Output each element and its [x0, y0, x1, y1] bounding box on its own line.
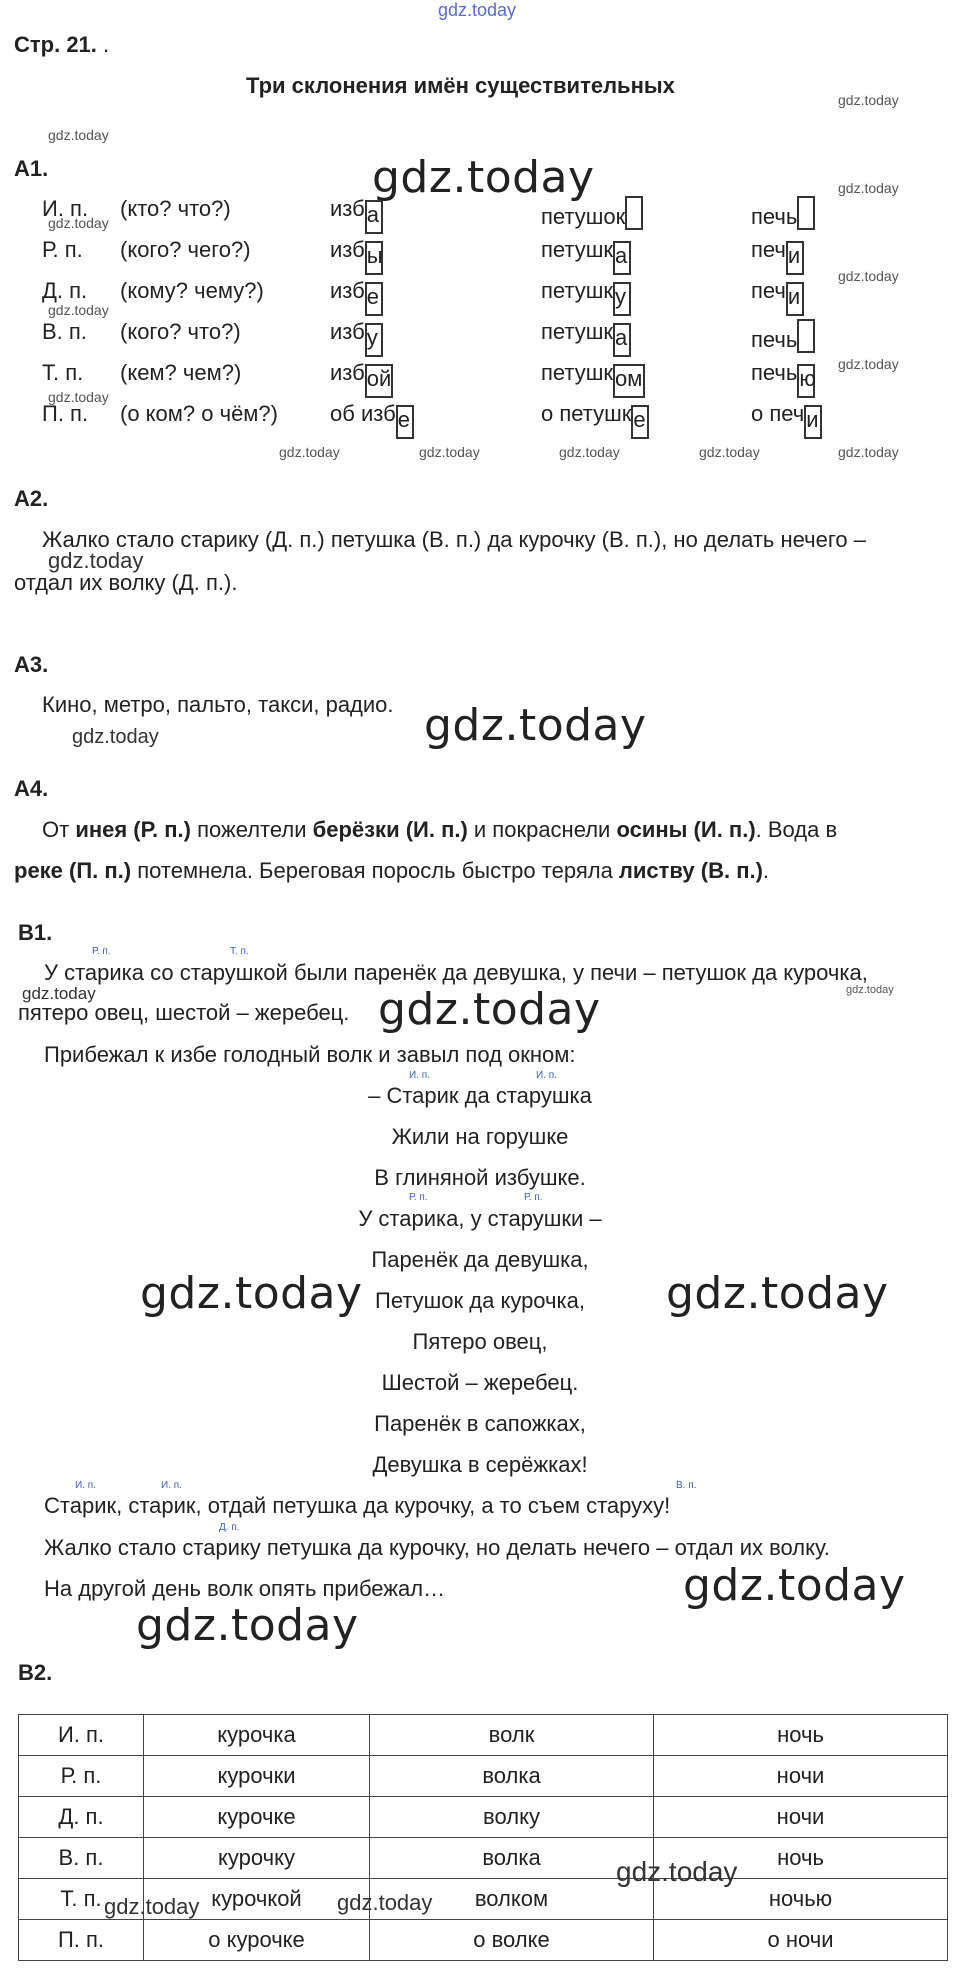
poem-line: Пятеро овец,	[412, 1329, 548, 1354]
watermark: gdz.today	[699, 444, 760, 460]
page-number	[14, 32, 109, 58]
b2-table	[18, 1714, 948, 1961]
table-cell: Т. п.	[19, 1879, 144, 1920]
page-title: Три склонения имён существительных	[246, 73, 675, 98]
ending-box: е	[396, 405, 414, 439]
watermark: gdz.today	[838, 356, 899, 372]
watermark: gdz.today	[424, 700, 647, 751]
b1-line-6: На другой день волк опять прибежал…	[44, 1576, 446, 1601]
table-cell: о курочке	[144, 1920, 370, 1961]
ending-box	[625, 196, 643, 230]
a1-case: Т. п.	[42, 360, 84, 385]
ending-box: ю	[797, 364, 815, 398]
a1-word-1: избу	[330, 319, 383, 357]
a1-word-1: избой	[330, 360, 393, 398]
a1-question: (о ком? о чём?)	[120, 401, 278, 426]
a3-text: Кино, метро, пальто, такси, радио.	[42, 692, 394, 717]
b1-line-5: Жалко стало старику петушка да курочку, но делать нечего – отдал их волку.	[44, 1535, 830, 1560]
poem-line: Паренёк да девушка,	[371, 1247, 589, 1272]
ending-box	[797, 196, 815, 230]
table-cell: волка	[370, 1838, 654, 1879]
a4-bold: осины (И. п.)	[616, 817, 756, 842]
a1-word-3: печь	[751, 196, 815, 230]
table-row	[19, 1920, 948, 1961]
poem-line: – Старик да старушка	[368, 1083, 592, 1108]
poem-line: Паренёк в сапожках,	[374, 1411, 586, 1436]
table-cell: ночь	[654, 1715, 948, 1756]
a1-word-3: о печи	[751, 401, 822, 439]
ending-box: у	[365, 323, 383, 357]
a1-case: Д. п.	[42, 278, 88, 303]
ending-box: и	[786, 241, 804, 275]
a4-line-1	[42, 817, 837, 843]
a1-case: П. п.	[42, 401, 89, 426]
watermark: gdz.today	[48, 548, 144, 573]
a1-label: А1.	[14, 156, 49, 181]
a1-question: (кем? чем?)	[120, 360, 242, 385]
watermark: gdz.today	[838, 92, 899, 108]
watermark: gdz.today	[838, 268, 899, 284]
table-row	[19, 1797, 948, 1838]
a1-word-3: печь	[751, 319, 815, 353]
ending-box: ой	[365, 364, 393, 398]
watermark: gdz.today	[48, 127, 109, 143]
ending-box: ом	[613, 364, 645, 398]
a1-word-2: петушку	[541, 278, 631, 316]
ending-box: и	[804, 405, 822, 439]
table-cell: курочке	[144, 1797, 370, 1838]
a4-bold: инея (Р. п.)	[75, 817, 191, 842]
ending-box: у	[613, 282, 631, 316]
table-cell: ночи	[654, 1797, 948, 1838]
a4-text: потемнела. Береговая поросль быстро теряла	[131, 858, 619, 883]
table-cell: курочкой	[144, 1879, 370, 1920]
a4-label: А4.	[14, 776, 49, 801]
a1-word-1: изба	[330, 196, 383, 234]
a1-word-2: петушок	[541, 196, 643, 230]
a1-word-2: о петушке	[541, 401, 649, 439]
a4-text: .	[762, 858, 770, 883]
table-cell: о волке	[370, 1920, 654, 1961]
a1-case: И. п.	[42, 196, 89, 221]
b1-line-2: пятеро овец, шестой – жеребец.	[18, 1000, 350, 1025]
a1-word-3: печью	[751, 360, 815, 398]
a1-word-1: избы	[330, 237, 383, 275]
watermark-top: gdz.today	[438, 0, 517, 20]
a1-question: (кого? чего?)	[120, 237, 251, 262]
watermark: gdz.today	[616, 1856, 738, 1887]
watermark: gdz.today	[48, 389, 109, 405]
watermark: gdz.today	[419, 444, 480, 460]
poem-line: Петушок да курочка,	[375, 1288, 585, 1313]
case-tag: В. п.	[676, 1480, 697, 1491]
watermark: gdz.today	[140, 1268, 363, 1319]
a1-case: Р. п.	[42, 237, 83, 262]
table-cell: ночи	[654, 1756, 948, 1797]
a2-line-1: Жалко стало старику (Д. п.) петушка (В. п.) да курочку (В. п.), но делать нечего –	[42, 527, 866, 552]
table-row	[19, 1756, 948, 1797]
watermark: gdz.today	[838, 444, 899, 460]
a2-line-2: отдал их волку (Д. п.).	[14, 570, 238, 595]
ending-box	[797, 319, 815, 353]
page-dot: .	[103, 32, 110, 57]
a4-bold: реке (П. п.)	[14, 858, 132, 883]
a2-label: А2.	[14, 486, 49, 511]
ending-box: и	[786, 282, 804, 316]
ending-box: е	[631, 405, 649, 439]
watermark: gdz.today	[72, 726, 159, 748]
watermark: gdz.today	[337, 1890, 433, 1915]
table-cell: Д. п.	[19, 1797, 144, 1838]
case-tag: Т. п.	[230, 946, 249, 957]
watermark: gdz.today	[666, 1268, 889, 1319]
table-cell: волка	[370, 1756, 654, 1797]
case-tag: И. п.	[536, 1070, 557, 1081]
a1-word-2: петушка	[541, 319, 631, 357]
table-cell: В. п.	[19, 1838, 144, 1879]
table-cell: ночь	[654, 1838, 948, 1879]
watermark: gdz.today	[48, 215, 109, 231]
b1-line-4: Старик, старик, отдай петушка да курочку, а то съем старуху!	[44, 1493, 671, 1518]
poem-line: В глиняной избушке.	[374, 1165, 586, 1190]
poem-line: Девушка в серёжках!	[372, 1452, 588, 1477]
watermark: gdz.today	[48, 302, 109, 318]
a1-question: (кому? чему?)	[120, 278, 264, 303]
a1-question: (кто? что?)	[120, 196, 231, 221]
b1-label: В1.	[18, 920, 53, 945]
watermark: gdz.today	[104, 1894, 200, 1919]
table-cell: волком	[370, 1879, 654, 1920]
a1-word-2: петушком	[541, 360, 645, 398]
a4-bold: берёзки (И. п.)	[312, 817, 468, 842]
watermark: gdz.today	[136, 1600, 359, 1651]
a4-bold: листву (В. п.)	[618, 858, 763, 883]
ending-box: е	[365, 282, 383, 316]
poem-line: У старика, у старушки –	[358, 1206, 602, 1231]
a1-word-3: печи	[751, 278, 804, 316]
table-cell: о ночи	[654, 1920, 948, 1961]
case-tag: Д. п.	[219, 1522, 240, 1533]
watermark: gdz.today	[22, 984, 96, 1003]
watermark: gdz.today	[838, 180, 899, 196]
a4-line-2	[14, 858, 769, 884]
poem-line: Шестой – жеребец.	[381, 1370, 579, 1395]
watermark: gdz.today	[378, 984, 601, 1035]
table-cell: ночью	[654, 1879, 948, 1920]
a1-word-2: петушка	[541, 237, 631, 275]
table-cell: И. п.	[19, 1715, 144, 1756]
case-tag: Р. п.	[524, 1192, 543, 1203]
ending-box: а	[613, 323, 631, 357]
case-tag: И. п.	[75, 1480, 96, 1491]
case-tag: Р. п.	[409, 1192, 428, 1203]
table-row	[19, 1715, 948, 1756]
watermark: gdz.today	[279, 444, 340, 460]
a4-text: пожелтели	[190, 817, 313, 842]
watermark: gdz.today	[846, 984, 894, 996]
table-cell: волку	[370, 1797, 654, 1838]
a4-text: . Вода в	[755, 817, 838, 842]
case-tag: И. п.	[161, 1480, 182, 1491]
page-number-text: Стр. 21.	[14, 32, 97, 57]
b2-label: В2.	[18, 1660, 53, 1685]
watermark: gdz.today	[559, 444, 620, 460]
case-tag: Р. п.	[92, 946, 111, 957]
watermark: gdz.today	[683, 1560, 906, 1611]
ending-box: ы	[365, 241, 383, 275]
table-cell: курочка	[144, 1715, 370, 1756]
b1-line-1: У старика со старушкой были паренёк да девушка, у печи – петушок да курочка,	[44, 960, 868, 985]
a3-label: А3.	[14, 652, 49, 677]
a1-word-1: об избе	[330, 401, 414, 439]
table-cell: курочки	[144, 1756, 370, 1797]
b1-line-3: Прибежал к избе голодный волк и завыл под окном:	[44, 1042, 576, 1067]
a1-word-3: печи	[751, 237, 804, 275]
ending-box: а	[365, 200, 383, 234]
a1-case: В. п.	[42, 319, 87, 344]
a1-word-1: избе	[330, 278, 383, 316]
watermark: gdz.today	[372, 152, 595, 203]
table-row	[19, 1838, 948, 1879]
table-cell: курочку	[144, 1838, 370, 1879]
table-cell: П. п.	[19, 1920, 144, 1961]
table-cell: Р. п.	[19, 1756, 144, 1797]
table-cell: волк	[370, 1715, 654, 1756]
ending-box: а	[613, 241, 631, 275]
a4-text: От	[42, 817, 76, 842]
a4-text: и покраснели	[467, 817, 617, 842]
poem-line: Жили на горушке	[391, 1124, 569, 1149]
case-tag: И. п.	[409, 1070, 430, 1081]
a1-question: (кого? что?)	[120, 319, 241, 344]
